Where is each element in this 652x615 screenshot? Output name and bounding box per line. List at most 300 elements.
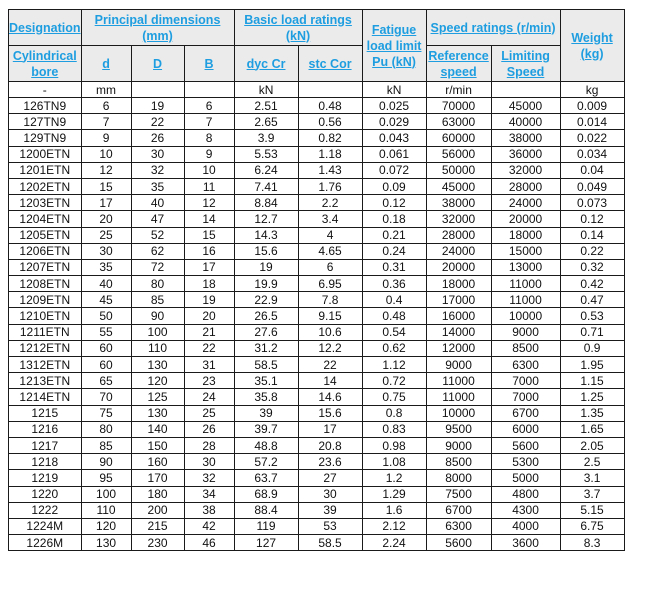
table-cell: 45000 [426, 178, 491, 194]
table-cell: 1220 [9, 486, 82, 502]
table-cell: 1222 [9, 502, 82, 518]
table-cell: 3.1 [560, 470, 624, 486]
table-cell: 0.14 [560, 227, 624, 243]
table-cell: 65 [81, 373, 131, 389]
table-row [9, 146, 625, 162]
table-cell: 46 [184, 535, 234, 551]
table-cell: 28 [184, 437, 234, 453]
table-cell: 63.7 [234, 470, 298, 486]
table-cell: 50000 [426, 162, 491, 178]
table-cell: 6 [184, 98, 234, 114]
table-cell: 230 [131, 535, 184, 551]
table-row [9, 178, 625, 194]
table-cell: 35.1 [234, 373, 298, 389]
table-cell: 127TN9 [9, 114, 82, 130]
table-row [9, 389, 625, 405]
table-cell: 130 [131, 405, 184, 421]
table-cell: 4300 [491, 502, 560, 518]
table-cell: 100 [81, 486, 131, 502]
table-cell: 120 [81, 518, 131, 534]
table-cell: 26 [131, 130, 184, 146]
table-cell: 22 [184, 340, 234, 356]
table-cell: 27 [298, 470, 362, 486]
table-cell: 9000 [426, 357, 491, 373]
table-cell: 34 [184, 486, 234, 502]
table-cell: 70 [81, 389, 131, 405]
table-cell: 129TN9 [9, 130, 82, 146]
table-cell: 16 [184, 243, 234, 259]
table-cell: 0.04 [560, 162, 624, 178]
header-cylindrical-bore: Cylindrical bore [9, 46, 82, 82]
table-cell: 1.18 [298, 146, 362, 162]
table-cell: 39 [298, 502, 362, 518]
table-cell: 0.12 [560, 211, 624, 227]
table-cell: 6 [81, 98, 131, 114]
table-row [9, 340, 625, 356]
table-cell: 6.75 [560, 518, 624, 534]
table-row [9, 373, 625, 389]
table-cell: 85 [131, 292, 184, 308]
table-cell: 1.65 [560, 421, 624, 437]
table-cell: 9000 [491, 324, 560, 340]
table-cell: 1218 [9, 454, 82, 470]
table-cell: 1312ETN [9, 357, 82, 373]
unit-cell: mm [81, 82, 131, 98]
table-cell: 0.75 [362, 389, 426, 405]
table-cell: 1204ETN [9, 211, 82, 227]
table-cell: 0.034 [560, 146, 624, 162]
table-cell: 30 [298, 486, 362, 502]
unit-cell: kg [560, 82, 624, 98]
table-row [9, 130, 625, 146]
table-cell: 5000 [491, 470, 560, 486]
table-cell: 13000 [491, 259, 560, 275]
table-cell: 0.47 [560, 292, 624, 308]
table-cell: 25 [184, 405, 234, 421]
table-cell: 6.95 [298, 276, 362, 292]
table-cell: 60000 [426, 130, 491, 146]
table-cell: 5600 [491, 437, 560, 453]
table-cell: 1.6 [362, 502, 426, 518]
unit-cell: r/min [426, 82, 491, 98]
table-row [9, 98, 625, 114]
table-cell: 215 [131, 518, 184, 534]
table-cell: 0.049 [560, 178, 624, 194]
table-cell: 11000 [491, 292, 560, 308]
table-cell: 2.24 [362, 535, 426, 551]
table-cell: 1211ETN [9, 324, 82, 340]
table-cell: 0.31 [362, 259, 426, 275]
table-cell: 11000 [426, 389, 491, 405]
table-cell: 26.5 [234, 308, 298, 324]
table-cell: 24000 [491, 195, 560, 211]
table-cell: 24 [184, 389, 234, 405]
table-cell: 25 [81, 227, 131, 243]
table-cell: 40000 [491, 114, 560, 130]
table-cell: 1224M [9, 518, 82, 534]
table-cell: 2.2 [298, 195, 362, 211]
table-cell: 36000 [491, 146, 560, 162]
table-cell: 14.6 [298, 389, 362, 405]
table-cell: 45 [81, 292, 131, 308]
table-row [9, 308, 625, 324]
table-cell: 1.12 [362, 357, 426, 373]
table-cell: 20000 [491, 211, 560, 227]
table-cell: 2.05 [560, 437, 624, 453]
table-cell: 0.21 [362, 227, 426, 243]
table-cell: 17000 [426, 292, 491, 308]
table-cell: 23 [184, 373, 234, 389]
table-cell: 6000 [491, 421, 560, 437]
table-cell: 14000 [426, 324, 491, 340]
table-cell: 38000 [491, 130, 560, 146]
table-cell: 22.9 [234, 292, 298, 308]
table-row [9, 486, 625, 502]
table-cell: 10000 [491, 308, 560, 324]
table-cell: 125 [131, 389, 184, 405]
header-limiting-speed: Limiting Speed [491, 46, 560, 82]
table-cell: 0.022 [560, 130, 624, 146]
table-cell: 35.8 [234, 389, 298, 405]
table-cell: 0.98 [362, 437, 426, 453]
header-weight: Weight (kg) [560, 10, 624, 82]
table-cell: 18 [184, 276, 234, 292]
table-cell: 0.53 [560, 308, 624, 324]
table-cell: 18000 [491, 227, 560, 243]
table-cell: 20 [81, 211, 131, 227]
table-cell: 28000 [491, 178, 560, 194]
table-cell: 11000 [491, 276, 560, 292]
table-cell: 0.009 [560, 98, 624, 114]
table-cell: 20 [184, 308, 234, 324]
table-cell: 1201ETN [9, 162, 82, 178]
table-cell: 0.72 [362, 373, 426, 389]
table-cell: 18000 [426, 276, 491, 292]
table-cell: 0.014 [560, 114, 624, 130]
table-row [9, 405, 625, 421]
header-reference-speed: Reference speed [426, 46, 491, 82]
table-cell: 55 [81, 324, 131, 340]
table-cell: 6300 [491, 357, 560, 373]
table-cell: 110 [131, 340, 184, 356]
table-cell: 39.7 [234, 421, 298, 437]
table-cell: 58.5 [298, 535, 362, 551]
bearing-spec-table [8, 9, 625, 551]
table-cell: 12.7 [234, 211, 298, 227]
table-cell: 9.15 [298, 308, 362, 324]
header-designation: Designation [9, 10, 82, 46]
table-cell: 1207ETN [9, 259, 82, 275]
table-cell: 35 [81, 259, 131, 275]
table-cell: 19.9 [234, 276, 298, 292]
table-cell: 1219 [9, 470, 82, 486]
table-cell: 14 [184, 211, 234, 227]
table-cell: 58.5 [234, 357, 298, 373]
table-cell: 15 [184, 227, 234, 243]
table-cell: 14 [298, 373, 362, 389]
table-cell: 30 [131, 146, 184, 162]
table-cell: 40 [131, 195, 184, 211]
unit-cell [491, 82, 560, 98]
header-D: D [131, 46, 184, 82]
table-cell: 200 [131, 502, 184, 518]
table-cell: 1214ETN [9, 389, 82, 405]
table-cell: 2.12 [362, 518, 426, 534]
table-cell: 10 [184, 162, 234, 178]
table-row [9, 162, 625, 178]
table-cell: 7.41 [234, 178, 298, 194]
table-cell: 7500 [426, 486, 491, 502]
table-cell: 2.65 [234, 114, 298, 130]
table-cell: 0.025 [362, 98, 426, 114]
table-cell: 24000 [426, 243, 491, 259]
table-cell: 8500 [491, 340, 560, 356]
table-cell: 10 [81, 146, 131, 162]
unit-cell [131, 82, 184, 98]
table-cell: 15.6 [298, 405, 362, 421]
table-cell: 0.24 [362, 243, 426, 259]
table-cell: 0.043 [362, 130, 426, 146]
table-cell: 0.48 [298, 98, 362, 114]
table-cell: 90 [131, 308, 184, 324]
header-basic-load-ratings: Basic load ratings (kN) [234, 10, 362, 46]
table-cell: 8000 [426, 470, 491, 486]
table-cell: 16000 [426, 308, 491, 324]
table-cell: 57.2 [234, 454, 298, 470]
table-cell: 30 [184, 454, 234, 470]
table-cell: 6 [298, 259, 362, 275]
table-cell: 100 [131, 324, 184, 340]
table-cell: 62 [131, 243, 184, 259]
table-cell: 130 [131, 357, 184, 373]
table-cell: 11 [184, 178, 234, 194]
table-row [9, 292, 625, 308]
table-cell: 1215 [9, 405, 82, 421]
table-cell: 19 [234, 259, 298, 275]
table-cell: 7 [184, 114, 234, 130]
table-cell: 45000 [491, 98, 560, 114]
table-cell: 75 [81, 405, 131, 421]
bearing-rows [9, 98, 625, 551]
table-row [9, 357, 625, 373]
table-cell: 1.95 [560, 357, 624, 373]
table-cell: 40 [81, 276, 131, 292]
table-cell: 48.8 [234, 437, 298, 453]
table-cell: 0.83 [362, 421, 426, 437]
table-cell: 1226M [9, 535, 82, 551]
table-cell: 0.56 [298, 114, 362, 130]
table-cell: 0.42 [560, 276, 624, 292]
table-cell: 9000 [426, 437, 491, 453]
table-cell: 60 [81, 357, 131, 373]
table-cell: 10.6 [298, 324, 362, 340]
table-cell: 90 [81, 454, 131, 470]
table-row [9, 195, 625, 211]
table-cell: 10000 [426, 405, 491, 421]
table-cell: 60 [81, 340, 131, 356]
table-cell: 0.12 [362, 195, 426, 211]
table-cell: 31.2 [234, 340, 298, 356]
table-cell: 20.8 [298, 437, 362, 453]
table-cell: 7000 [491, 373, 560, 389]
table-cell: 1210ETN [9, 308, 82, 324]
table-cell: 3.4 [298, 211, 362, 227]
table-cell: 53 [298, 518, 362, 534]
table-cell: 12.2 [298, 340, 362, 356]
table-row [9, 211, 625, 227]
unit-cell: - [9, 82, 82, 98]
table-cell: 1.2 [362, 470, 426, 486]
table-row [9, 259, 625, 275]
table-cell: 119 [234, 518, 298, 534]
table-cell: 6700 [491, 405, 560, 421]
table-cell: 0.71 [560, 324, 624, 340]
table-cell: 9 [184, 146, 234, 162]
table-cell: 0.32 [560, 259, 624, 275]
header-d: d [81, 46, 131, 82]
table-cell: 7 [81, 114, 131, 130]
table-cell: 85 [81, 437, 131, 453]
table-cell: 0.073 [560, 195, 624, 211]
table-cell: 2.5 [560, 454, 624, 470]
header-B: B [184, 46, 234, 82]
table-cell: 95 [81, 470, 131, 486]
table-cell: 7000 [491, 389, 560, 405]
table-cell: 4800 [491, 486, 560, 502]
unit-cell [298, 82, 362, 98]
table-cell: 3.9 [234, 130, 298, 146]
table-cell: 1216 [9, 421, 82, 437]
table-cell: 1.08 [362, 454, 426, 470]
table-cell: 0.18 [362, 211, 426, 227]
table-cell: 1213ETN [9, 373, 82, 389]
table-cell: 80 [131, 276, 184, 292]
unit-cell [184, 82, 234, 98]
header-principal-dimensions: Principal dimensions (mm) [81, 10, 234, 46]
table-cell: 0.36 [362, 276, 426, 292]
table-cell: 32000 [491, 162, 560, 178]
table-row [9, 227, 625, 243]
table-cell: 23.6 [298, 454, 362, 470]
table-cell: 15 [81, 178, 131, 194]
table-cell: 0.62 [362, 340, 426, 356]
table-cell: 32 [184, 470, 234, 486]
table-cell: 5.53 [234, 146, 298, 162]
table-cell: 17 [81, 195, 131, 211]
table-cell: 1.15 [560, 373, 624, 389]
table-row [9, 421, 625, 437]
table-cell: 8500 [426, 454, 491, 470]
table-cell: 31 [184, 357, 234, 373]
table-cell: 52 [131, 227, 184, 243]
table-cell: 32 [131, 162, 184, 178]
table-cell: 22 [131, 114, 184, 130]
table-cell: 32000 [426, 211, 491, 227]
table-cell: 1208ETN [9, 276, 82, 292]
table-cell: 4000 [491, 518, 560, 534]
table-cell: 1212ETN [9, 340, 82, 356]
table-cell: 4 [298, 227, 362, 243]
table-cell: 1203ETN [9, 195, 82, 211]
table-cell: 0.09 [362, 178, 426, 194]
table-cell: 0.82 [298, 130, 362, 146]
table-cell: 50 [81, 308, 131, 324]
table-cell: 8 [184, 130, 234, 146]
table-cell: 0.48 [362, 308, 426, 324]
table-cell: 21 [184, 324, 234, 340]
table-cell: 1.43 [298, 162, 362, 178]
table-cell: 0.072 [362, 162, 426, 178]
table-cell: 30 [81, 243, 131, 259]
table-cell: 1209ETN [9, 292, 82, 308]
table-cell: 12 [184, 195, 234, 211]
table-cell: 14.3 [234, 227, 298, 243]
table-cell: 1200ETN [9, 146, 82, 162]
table-row [9, 535, 625, 551]
table-cell: 38 [184, 502, 234, 518]
table-cell: 38000 [426, 195, 491, 211]
table-cell: 1.76 [298, 178, 362, 194]
table-cell: 6700 [426, 502, 491, 518]
table-cell: 0.54 [362, 324, 426, 340]
table-row [9, 243, 625, 259]
table-cell: 1217 [9, 437, 82, 453]
table-cell: 9 [81, 130, 131, 146]
table-cell: 63000 [426, 114, 491, 130]
table-cell: 26 [184, 421, 234, 437]
table-cell: 80 [81, 421, 131, 437]
table-cell: 11000 [426, 373, 491, 389]
table-cell: 28000 [426, 227, 491, 243]
table-cell: 5600 [426, 535, 491, 551]
table-cell: 17 [184, 259, 234, 275]
table-cell: 8.84 [234, 195, 298, 211]
unit-cell: kN [362, 82, 426, 98]
table-cell: 20000 [426, 259, 491, 275]
table-cell: 1202ETN [9, 178, 82, 194]
table-row [9, 502, 625, 518]
table-cell: 7.8 [298, 292, 362, 308]
table-cell: 6.24 [234, 162, 298, 178]
table-cell: 19 [131, 98, 184, 114]
table-cell: 0.061 [362, 146, 426, 162]
table-cell: 56000 [426, 146, 491, 162]
table-cell: 150 [131, 437, 184, 453]
table-row [9, 114, 625, 130]
table-cell: 180 [131, 486, 184, 502]
header-dynamic-cr: dyc Cr [234, 46, 298, 82]
table-cell: 15000 [491, 243, 560, 259]
table-cell: 4.65 [298, 243, 362, 259]
table-cell: 0.029 [362, 114, 426, 130]
table-cell: 15.6 [234, 243, 298, 259]
table-cell: 0.8 [362, 405, 426, 421]
header-static-cor: stc Cor [298, 46, 362, 82]
table-cell: 12000 [426, 340, 491, 356]
units-row [9, 82, 625, 98]
table-cell: 5.15 [560, 502, 624, 518]
table-cell: 5300 [491, 454, 560, 470]
bearing-table-container [8, 9, 625, 551]
table-cell: 0.4 [362, 292, 426, 308]
table-cell: 1.29 [362, 486, 426, 502]
table-cell: 1206ETN [9, 243, 82, 259]
header-speed-ratings: Speed ratings (r/min) [426, 10, 560, 46]
table-cell: 19 [184, 292, 234, 308]
table-cell: 6300 [426, 518, 491, 534]
table-row [9, 324, 625, 340]
table-cell: 9500 [426, 421, 491, 437]
